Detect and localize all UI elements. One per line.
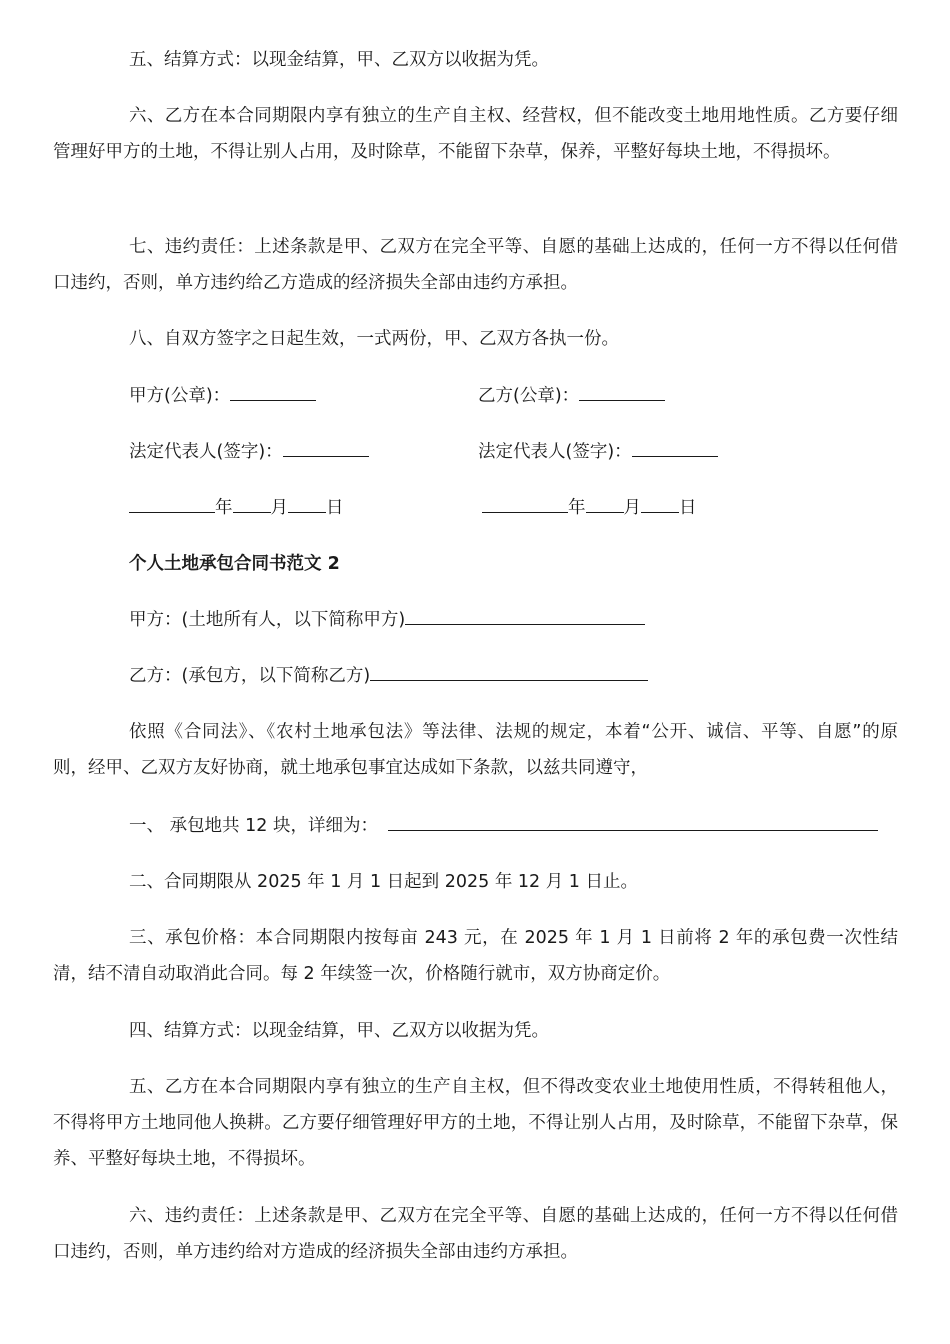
clause-5-rights: 五、乙方在本合同期限内享有独立的生产自主权，但不得改变农业土地使用性质，不得转租他人，不得将甲方土地同他人换耕。乙方要仔细管理好甲方的土地，不得让别人占用，及时除草，不能留下杂草，保养、平整好每块土地，不得损坏。 — [53, 1077, 898, 1169]
party-a-label: 甲方：(土地所有人，以下简称甲方) — [129, 610, 406, 630]
clause-8-effective: 八、自双方签字之日起生效，一式两份，甲、乙双方各执一份。 — [129, 329, 619, 349]
clause-5-settlement: 五、结算方式：以现金结算，甲、乙双方以收据为凭。 — [129, 50, 549, 70]
clause-1-blank[interactable] — [388, 808, 878, 831]
legal-rep-b-blank[interactable] — [632, 434, 718, 457]
legal-rep-a-blank[interactable] — [283, 434, 369, 457]
year-blank-a[interactable] — [129, 490, 215, 513]
day-label-a: 日 — [326, 498, 344, 518]
party-a-blank[interactable] — [405, 602, 645, 625]
legal-rep-b-label: 法定代表人(签字)： — [478, 442, 632, 462]
clause-2-term: 二、合同期限从 2025 年 1 月 1 日起到 2025 年 12 月 1 日止。 — [129, 872, 638, 892]
clause-7-liability: 七、违约责任：上述条款是甲、乙双方在完全平等、自愿的基础上达成的，任何一方不得以任何借口违约，否则，单方违约给乙方造成的经济损失全部由违约方承担。 — [53, 237, 898, 293]
legal-rep-a-label: 法定代表人(签字)： — [129, 442, 283, 462]
party-b-seal-label: 乙方(公章)： — [478, 386, 580, 406]
party-b-seal-line — [478, 378, 665, 414]
date-line-b — [482, 490, 697, 526]
legal-rep-a-line — [129, 434, 369, 470]
year-label-b: 年 — [568, 498, 586, 518]
party-a-line — [129, 602, 645, 638]
day-blank-a[interactable] — [288, 490, 326, 513]
party-b-line — [129, 658, 648, 694]
month-blank-a[interactable] — [233, 490, 271, 513]
clause-3-price: 三、承包价格：本合同期限内按每亩 243 元，在 2025 年 1 月 1 日前将 2 年的承包费一次性结清，结不清自动取消此合同。每 2 年续签一次，价格随行就市，双方协商定价。 — [53, 928, 898, 984]
year-blank-b[interactable] — [482, 490, 568, 513]
party-b-blank[interactable] — [370, 658, 648, 681]
intro-paragraph: 依照《合同法》、《农村土地承包法》等法律、法规的规定，本着“公开、诚信、平等、自愿”的原则，经甲、乙双方友好协商，就土地承包事宜达成如下条款，以兹共同遵守， — [53, 722, 898, 778]
party-a-seal-label: 甲方(公章)： — [129, 386, 231, 406]
month-blank-b[interactable] — [586, 490, 624, 513]
party-b-seal-blank[interactable] — [579, 378, 665, 401]
day-label-b: 日 — [679, 498, 697, 518]
clause-6-rights: 六、乙方在本合同期限内享有独立的生产自主权、经营权，但不能改变土地用地性质。乙方要仔细管理好甲方的土地，不得让别人占用，及时除草，不能留下杂草，保养，平整好每块土地，不得损坏。 — [53, 106, 898, 162]
month-label-b: 月 — [623, 498, 641, 518]
clause-1-label: 一、 承包地共 12 块，详细为： — [129, 816, 378, 836]
clause-4-settlement: 四、结算方式：以现金结算，甲、乙双方以收据为凭。 — [129, 1021, 549, 1041]
clause-1-line — [129, 808, 878, 844]
year-label-a: 年 — [215, 498, 233, 518]
date-line-a — [129, 490, 344, 526]
month-label-a: 月 — [270, 498, 288, 518]
day-blank-b[interactable] — [641, 490, 679, 513]
legal-rep-b-line — [478, 434, 718, 470]
party-a-seal-blank[interactable] — [230, 378, 316, 401]
party-b-label: 乙方：(承包方，以下简称乙方) — [129, 666, 371, 686]
clause-6-liability: 六、违约责任：上述条款是甲、乙双方在完全平等、自愿的基础上达成的，任何一方不得以任何借口违约，否则，单方违约给对方造成的经济损失全部由违约方承担。 — [53, 1206, 898, 1262]
section-2-title: 个人土地承包合同书范文 2 — [129, 554, 340, 574]
party-a-seal-line — [129, 378, 316, 414]
